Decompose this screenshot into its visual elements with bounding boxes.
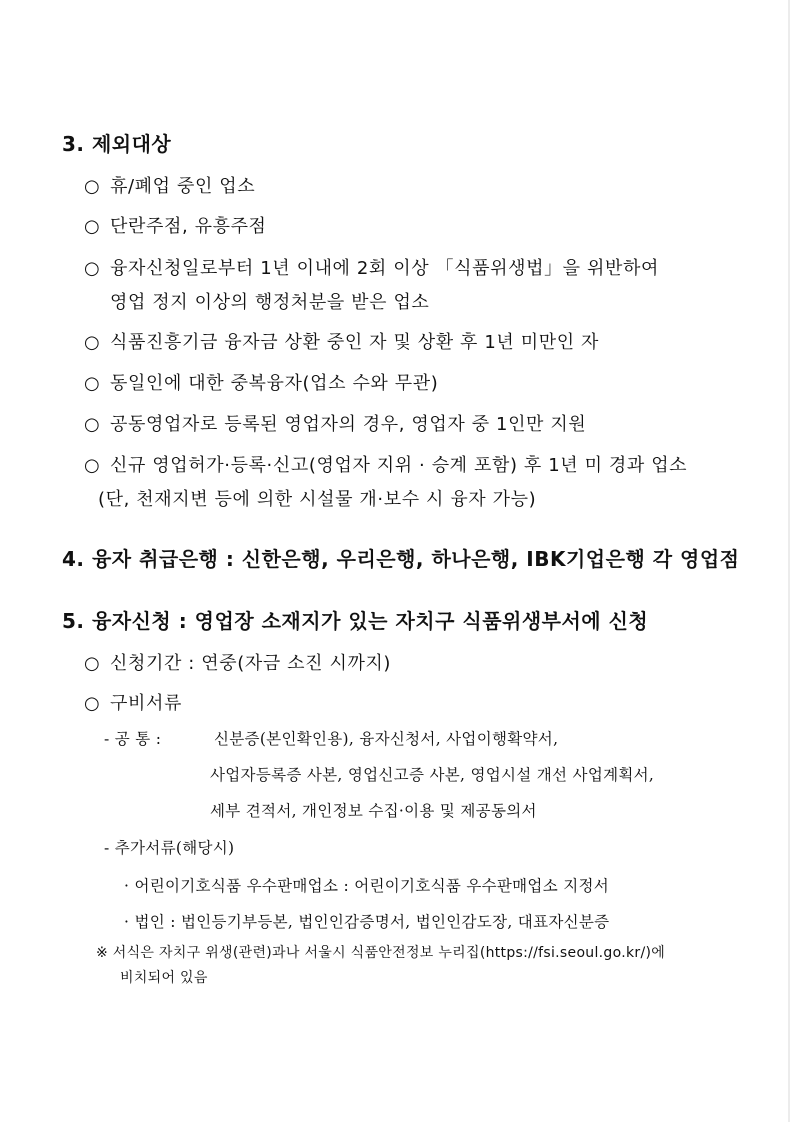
list-item [84, 451, 687, 477]
list-item-continuation: (단, 천재지변 등에 의한 시설물 개·보수 시 융자 가능) [98, 489, 537, 510]
required-docs-title: 구비서류 [110, 693, 182, 714]
circle-bullet-icon: ○ [84, 216, 101, 237]
circle-bullet-icon: ○ [84, 176, 101, 197]
section-5-heading: 5. 융자신청 : 영업장 소재지가 있는 자치구 식품위생부서에 신청 [62, 609, 649, 633]
scan-edge-line [788, 0, 790, 1122]
circle-bullet-icon: ○ [84, 258, 101, 279]
list-item [84, 369, 438, 395]
circle-bullet-icon: ○ [84, 455, 101, 476]
list-item [84, 689, 182, 715]
extra-docs-item: · 어린이기호식품 우수판매업소 : 어린이기호식품 우수판매업소 지정서 [124, 877, 610, 895]
extra-docs-label: - 추가서류(해당시) [104, 839, 235, 857]
list-item [84, 328, 599, 354]
list-item-text: 공동영업자로 등록된 영업자의 경우, 영업자 중 1인만 지원 [110, 414, 587, 435]
circle-bullet-icon: ○ [84, 332, 101, 353]
list-item-text: 단란주점, 유흥주점 [110, 216, 267, 237]
list-item [84, 410, 586, 436]
list-item-text: 식품진흥기금 융자금 상환 중인 자 및 상환 후 1년 미만인 자 [110, 332, 599, 353]
list-item-continuation: 영업 정지 이상의 행정처분을 받은 업소 [110, 292, 430, 313]
common-docs-line: 신분증(본인확인용), 융자신청서, 사업이행확약서, [214, 730, 559, 748]
list-item [84, 254, 659, 280]
common-docs-label: - 공 통 : [104, 730, 162, 748]
list-item-text: 융자신청일로부터 1년 이내에 2회 이상 「식품위생법」을 위반하여 [110, 258, 659, 279]
circle-bullet-icon: ○ [84, 693, 101, 714]
list-item [84, 212, 267, 238]
extra-docs-item: · 법인 : 법인등기부등본, 법인인감증명서, 법인인감도장, 대표자신분증 [124, 913, 610, 931]
footnote-line: ※ 서식은 자치구 위생(관련)과나 서울시 식품안전정보 누리집(https://fsi.seoul.go.kr/)에 [96, 945, 666, 961]
circle-bullet-icon: ○ [84, 653, 101, 674]
circle-bullet-icon: ○ [84, 414, 101, 435]
list-item-text: 휴/폐업 중인 업소 [110, 176, 256, 197]
section-3-heading: 3. 제외대상 [62, 132, 172, 156]
list-item-text: 신규 영업허가·등록·신고(영업자 지위 · 승계 포함) 후 1년 미 경과 업소 [110, 455, 688, 476]
list-item-text: 동일인에 대한 중복융자(업소 수와 무관) [110, 373, 439, 394]
circle-bullet-icon: ○ [84, 373, 101, 394]
application-period: 신청기간 : 연중(자금 소진 시까지) [110, 653, 392, 674]
list-item [84, 172, 255, 198]
list-item [84, 649, 391, 675]
common-docs-line: 사업자등록증 사본, 영업신고증 사본, 영업시설 개선 사업계획서, [210, 766, 655, 784]
footnote-line: 비치되어 있음 [120, 970, 208, 986]
section-4-heading: 4. 융자 취급은행 : 신한은행, 우리은행, 하나은행, IBK기업은행 각 영업점 [62, 547, 740, 571]
common-docs-line: 세부 견적서, 개인정보 수집·이용 및 제공동의서 [210, 802, 537, 820]
